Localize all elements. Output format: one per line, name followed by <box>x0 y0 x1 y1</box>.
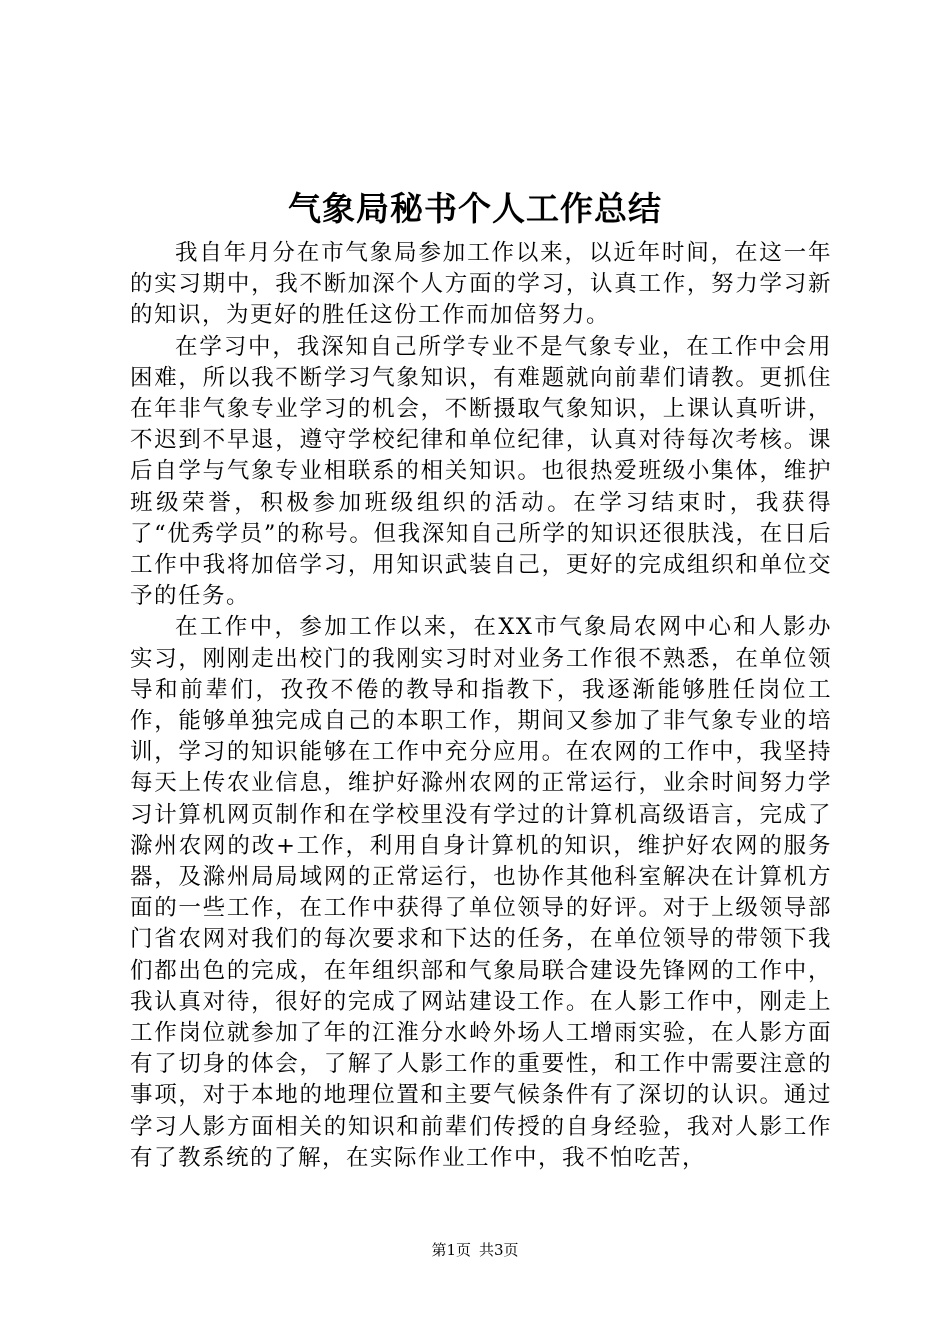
paragraph-intro: 我自年月分在市气象局参加工作以来，以近年时间，在这一年的实习期中，我不断加深个人方面的学习，认真工作，努力学习新的知识，为更好的胜任这份工作而加倍努力。 <box>130 240 832 329</box>
page-number: 第1页 <box>431 1241 471 1259</box>
document-body <box>130 238 832 1174</box>
page-total: 共3页 <box>479 1241 519 1259</box>
paragraph-study: 在学习中，我深知自己所学专业不是气象专业，在工作中会用困难，所以我不断学习气象知识，有难题就向前辈们请教。更抓住在年非气象专业学习的机会，不断摄取气象知识，上课认真听讲，不迟到不早退，遵守学校纪律和单位纪律，认真对待每次考核。课后自学与气象专业相联系的相关知识。也很热爱班级小集体，维护班级荣誉，积极参加班级组织的活动。在学习结束时，我获得了“优秀学员”的称号。但我深知自己所学的知识还很肤浅，在日后工作中我将加倍学习，用知识武装自己，更好的完成组织和单位交予的任务。 <box>130 333 832 610</box>
paragraph-work: 在工作中，参加工作以来，在XX市气象局农网中心和人影办实习，刚刚走出校门的我刚实习时对业务工作很不熟悉，在单位领导和前辈们，孜孜不倦的教导和指教下，我逐渐能够胜任岗位工作，能够单独完成自己的本职工作，期间又参加了非气象专业的培训，学习的知识能够在工作中充分应用。在农网的工作中，我坚持每天上传农业信息，维护好滁州农网的正常运行，业余时间努力学习计算机网页制作和在学校里没有学过的计算机高级语言，完成了滁州农网的改+工作，利用自身计算机的知识，维护好农网的服务器，及滁州局局域网的正常运行，也协作其他科室解决在计算机方面的一些工作，在工作中获得了单位领导的好评。对于上级领导部门省农网对我们的每次要求和下达的任务，在单位领导的带领下我们都出色的完成，在年组织部和气象局联合建设先锋网的工作中，我认真对待，很好的完成了网站建设工作。在人影工作中，刚走上工作岗位就参加了年的江淮分水岭外场人工增雨实验，在人影方面有了切身的体会，了解了人影工作的重要性，和工作中需要注意的事项，对于本地的地理位置和主要气候条件有了深切的认识。通过学习人影方面相关的知识和前辈们传授的自身经验，我对人影工作有了教系统的了解，在实际作业工作中，我不怕吃苦， <box>130 614 832 1171</box>
document-title: 气象局秘书个人工作总结 <box>288 189 662 228</box>
page-footer <box>0 1240 950 1260</box>
